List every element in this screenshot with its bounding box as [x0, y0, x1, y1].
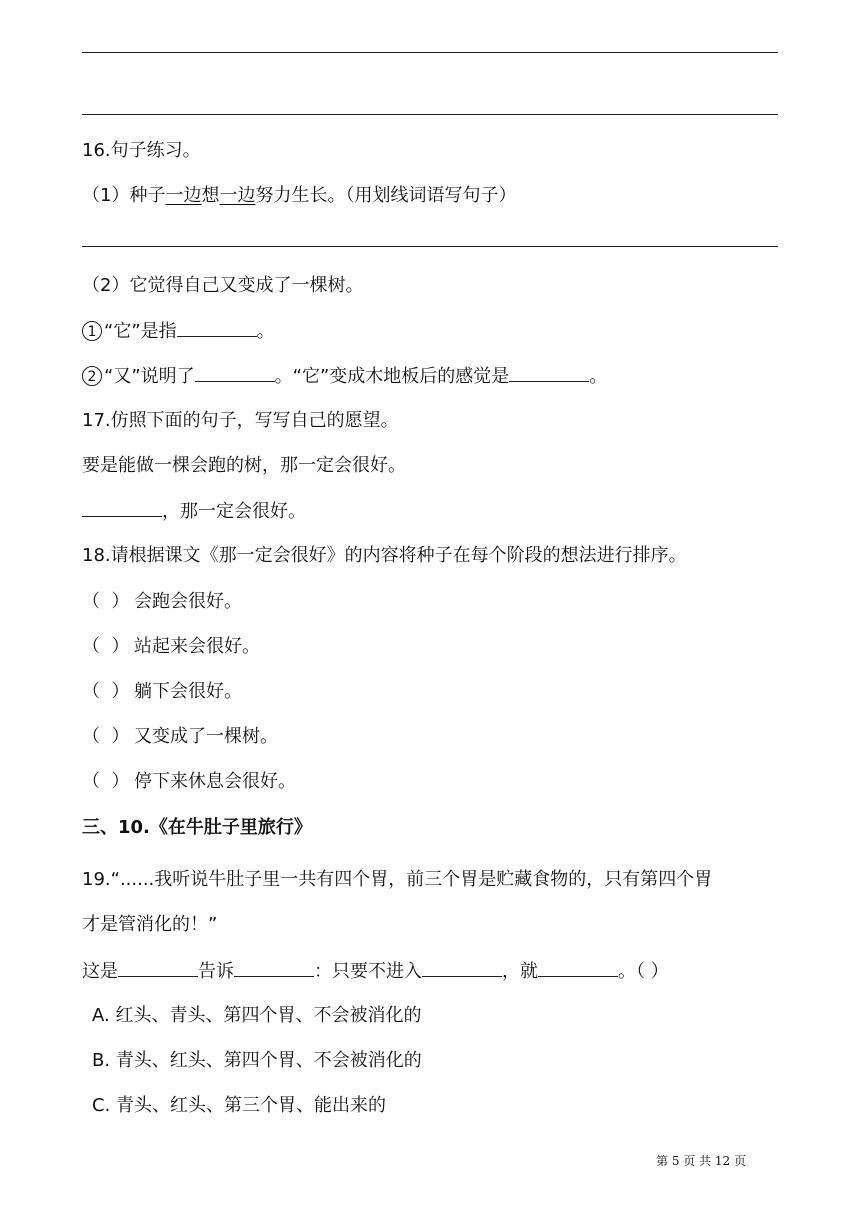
answer-paren[interactable]: （ ）	[82, 771, 130, 792]
q19-text: 告诉	[198, 961, 234, 982]
answer-paren[interactable]: （ ）	[82, 681, 130, 702]
q16-part1-a: （1）种子	[82, 185, 166, 206]
q17-title: 17.仿照下面的句子，写写自己的愿望。	[82, 410, 399, 431]
q16-sub2-c: 。	[589, 366, 608, 387]
q16-underlined-word-2: 一边	[219, 185, 256, 206]
q19-text: 。（ ）	[618, 961, 669, 982]
q16-sub1-a: “它”是指	[104, 321, 177, 342]
q19-option-a[interactable]: A. 红头、青头、第四个胃、不会被消化的	[92, 1005, 422, 1026]
q16-sub1	[82, 318, 275, 345]
circled-number-2: 2	[82, 366, 102, 386]
q16-part1-c: 努力生长。（用划线词语写句子）	[255, 185, 517, 206]
answer-paren[interactable]: （ ）	[82, 636, 130, 657]
fill-blank[interactable]	[118, 958, 198, 977]
q18-item-text: 站起来会很好。	[134, 636, 260, 657]
q16-sub2-a: “又”说明了	[104, 366, 195, 387]
fill-blank[interactable]	[422, 958, 502, 977]
q16-part2: （2）它觉得自己又变成了一棵树。	[82, 275, 364, 296]
q19-fill-sentence	[82, 958, 669, 985]
q18-item	[82, 724, 278, 750]
q16-underlined-word-1: 一边	[165, 185, 202, 206]
section-heading: 三、10.《在牛肚子里旅行》	[82, 817, 312, 838]
q19-text: ：只要不进入	[314, 961, 422, 982]
q18-item	[82, 634, 260, 660]
q18-item-text: 会跑会很好。	[134, 591, 242, 612]
q18-item-text: 又变成了一棵树。	[134, 726, 278, 747]
fill-blank[interactable]	[82, 498, 162, 517]
q17-example: 要是能做一棵会跑的树，那一定会很好。	[82, 455, 406, 476]
page-footer: 第 5 页 共 12 页	[656, 1154, 746, 1168]
q18-item	[82, 769, 296, 795]
q18-title: 18.请根据课文《那一定会很好》的内容将种子在每个阶段的想法进行排序。	[82, 545, 687, 566]
q17-fill	[82, 498, 306, 525]
answer-line-3	[82, 246, 778, 247]
fill-blank[interactable]	[195, 363, 275, 382]
q19-option-b[interactable]: B. 青头、红头、第四个胃、不会被消化的	[92, 1050, 422, 1071]
q18-item	[82, 679, 242, 705]
answer-line-1	[82, 52, 778, 53]
answer-line-2	[82, 114, 778, 115]
q19-text: ，就	[502, 961, 538, 982]
q16-sub2-b: 。“它”变成木地板后的感觉是	[274, 366, 510, 387]
fill-blank[interactable]	[177, 318, 257, 337]
q16-title: 16.句子练习。	[82, 140, 201, 161]
q16-sub2	[82, 363, 607, 390]
q18-item	[82, 589, 242, 615]
q19-line2: 才是管消化的！”	[82, 914, 218, 935]
answer-paren[interactable]: （ ）	[82, 726, 130, 747]
q19-text: 这是	[82, 961, 118, 982]
q17-fill-tail: ，那一定会很好。	[162, 501, 306, 522]
q16-sub1-b: 。	[256, 321, 275, 342]
q18-item-text: 停下来休息会很好。	[134, 771, 296, 792]
fill-blank[interactable]	[509, 363, 589, 382]
fill-blank[interactable]	[538, 958, 618, 977]
q19-option-c[interactable]: C. 青头、红头、第三个胃、能出来的	[92, 1095, 387, 1116]
q16-part1	[82, 183, 516, 209]
q18-item-text: 躺下会很好。	[134, 681, 242, 702]
fill-blank[interactable]	[234, 958, 314, 977]
q16-part1-b: 想	[201, 185, 220, 206]
circled-number-1: 1	[82, 321, 102, 341]
q19-line1: 19.“......我听说牛肚子里一共有四个胃，前三个胃是贮藏食物的，只有第四个胃	[82, 869, 713, 890]
answer-paren[interactable]: （ ）	[82, 591, 130, 612]
